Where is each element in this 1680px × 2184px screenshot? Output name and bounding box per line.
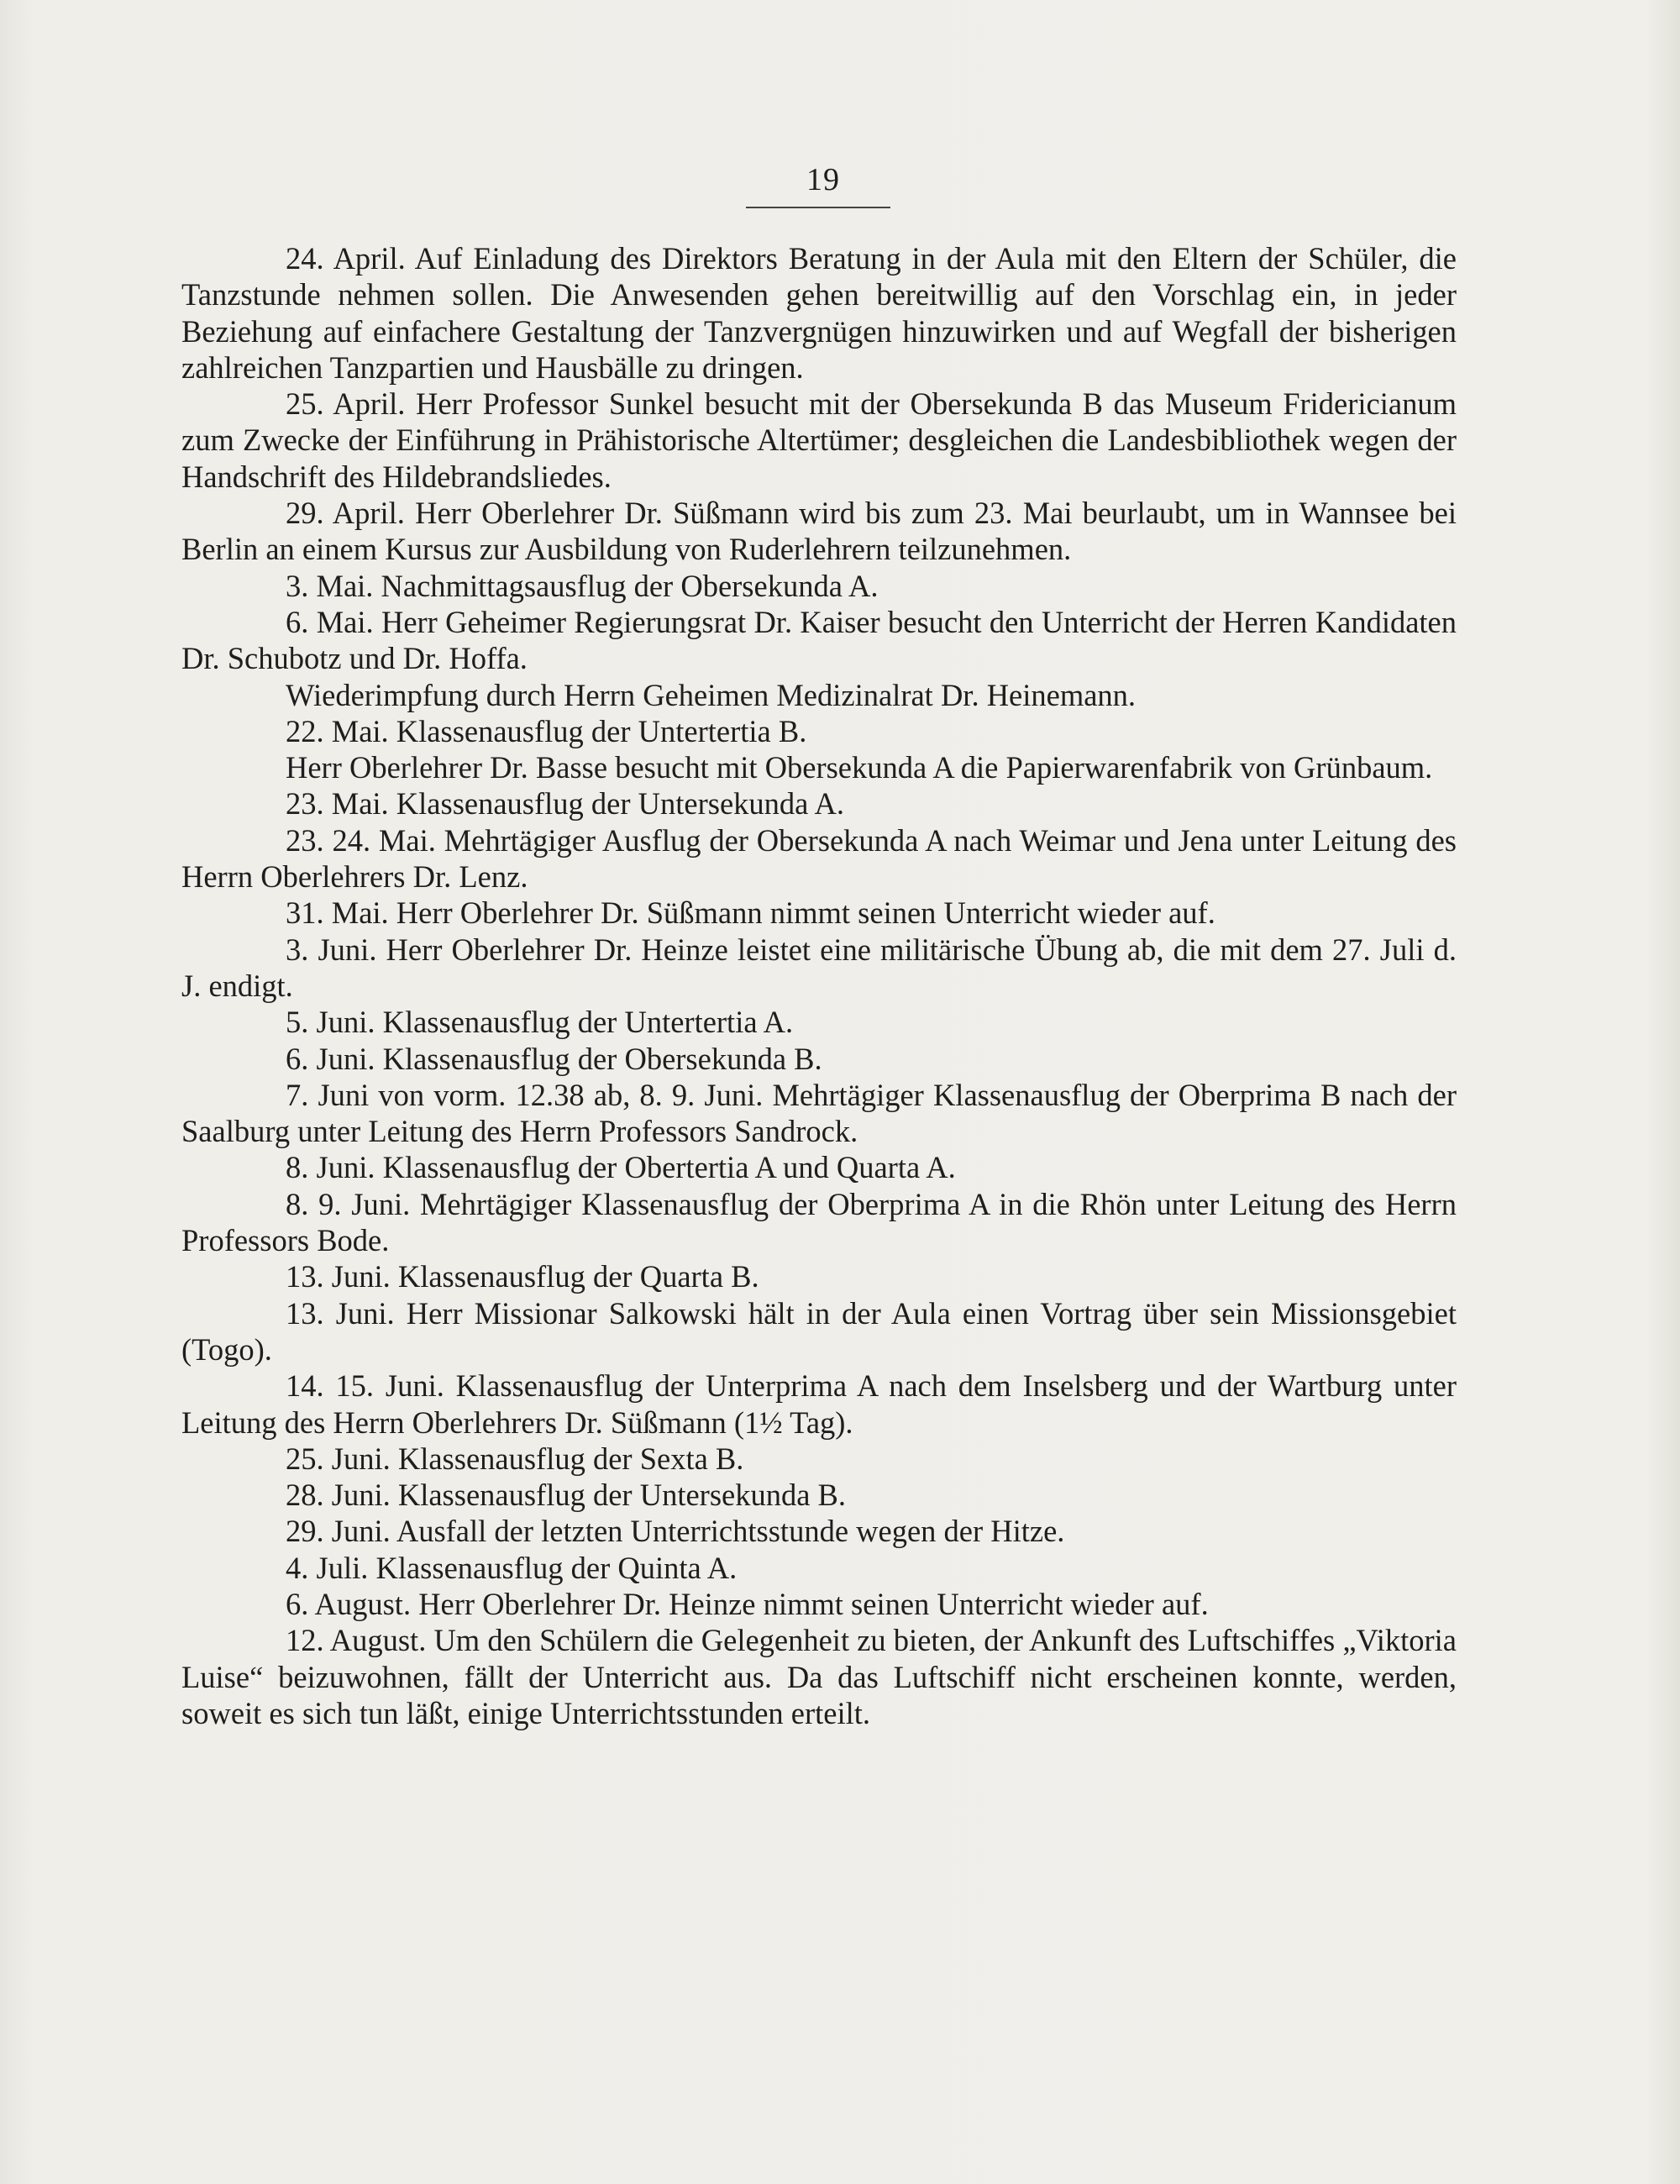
chronicle-entry: 22. Mai. Klassenausflug der Untertertia B. <box>286 713 807 748</box>
chronicle-entry: 29. Juni. Ausfall der letzten Unterrichtsstunde wegen der Hitze. <box>286 1514 1065 1549</box>
chronicle-entry: 23. Mai. Klassenausflug der Untersekunda A. <box>286 786 844 822</box>
chronicle-entry: 7. Juni von vorm. 12.38 ab, 8. 9. Juni. Mehrtägiger Klassenausflug der Oberprima B nach der Saalburg unter Leitung des Herrn Professors Sandrock. <box>181 1077 1457 1149</box>
chronicle-entry: 28. Juni. Klassenausflug der Untersekunda B. <box>286 1478 847 1513</box>
chronicle-entry: 12. August. Um den Schülern die Gelegenheit zu bieten, der Ankunft des Luftschiffes „Viktoria Luise“ beizuwohnen, fällt der Unterricht aus. Da das Luftschiff nicht erscheinen konnte, werden, soweit es sich tun läßt, einige Unterrichtsstunden erteilt. <box>181 1623 1457 1730</box>
chronicle-entry: Herr Oberlehrer Dr. Basse besucht mit Obersekunda A die Papierwarenfabrik von Grünbaum. <box>286 750 1433 785</box>
chronicle-entry: 25. Juni. Klassenausflug der Sexta B. <box>286 1441 744 1476</box>
chronicle-entry: 4. Juli. Klassenausflug der Quinta A. <box>286 1550 738 1585</box>
chronicle-entry: 24. April. Auf Einladung des Direktors Beratung in der Aula mit den Eltern der Schüler, die Tanzstunde nehmen sollen. Die Anwesenden gehen bereitwillig auf den Vorschlag ein, in jeder Beziehung auf einfachere Gestaltung der Tanzvergnügen hinzuwirken und auf Wegfall der bisherigen zahlreichen Tanzpartien und Hausbälle zu dringen. <box>181 241 1457 385</box>
chronicle-entry: 6. Mai. Herr Geheimer Regierungsrat Dr. Kaiser besucht den Unterricht der Herren Kandidaten Dr. Schubotz und Dr. Hoffa. <box>181 604 1457 676</box>
chronicle-entry: Wiederimpfung durch Herrn Geheimen Medizinalrat Dr. Heinemann. <box>286 677 1137 712</box>
chronicle-entry: 13. Juni. Herr Missionar Salkowski hält in der Aula einen Vortrag über sein Missionsgebiet (Togo). <box>181 1295 1457 1367</box>
chronicle-entry: 8. 9. Juni. Mehrtägiger Klassenausflug der Oberprima A in die Rhön unter Leitung des Herrn Professors Bode. <box>181 1186 1457 1258</box>
chronicle-entry: 13. Juni. Klassenausflug der Quarta B. <box>286 1259 759 1294</box>
chronicle-entry: 6. August. Herr Oberlehrer Dr. Heinze nimmt seinen Unterricht wieder auf. <box>286 1586 1209 1621</box>
chronicle-entry: 6. Juni. Klassenausflug der Obersekunda B. <box>286 1041 822 1076</box>
header-rule <box>746 207 890 208</box>
chronicle-entry: 5. Juni. Klassenausflug der Untertertia A. <box>286 1005 794 1040</box>
chronicle-entry: 31. Mai. Herr Oberlehrer Dr. Süßmann nimmt seinen Unterricht wieder auf. <box>286 895 1215 931</box>
page-number: 19 <box>806 162 840 197</box>
chronicle-entry: 29. April. Herr Oberlehrer Dr. Süßmann wird bis zum 23. Mai beurlaubt, um in Wannsee bei Berlin an einem Kursus zur Ausbildung von Ruderlehrern teilzunehmen. <box>181 496 1457 567</box>
chronicle-entry: 14. 15. Juni. Klassenausflug der Unterprima A nach dem Inselsberg und der Wartburg unter Leitung des Herrn Oberlehrers Dr. Süßmann (1½ Tag). <box>181 1368 1457 1440</box>
chronicle-entry: 3. Mai. Nachmittagsausflug der Obersekunda A. <box>286 568 879 603</box>
chronicle-entry: 3. Juni. Herr Oberlehrer Dr. Heinze leistet eine militärische Übung ab, die mit dem 27. Juli d. J. endigt. <box>181 932 1457 1003</box>
chronicle-entry: 8. Juni. Klassenausflug der Obertertia A und Quarta A. <box>286 1150 956 1185</box>
chronicle-entry: 25. April. Herr Professor Sunkel besucht mit der Obersekunda B das Museum Fridericianum zum Zwecke der Einführung in Prähistorische Altertümer; desgleichen die Landesbibliothek wegen der Handschrift des Hildebrandsliedes. <box>181 386 1457 494</box>
chronicle-entry: 23. 24. Mai. Mehrtägiger Ausflug der Obersekunda A nach Weimar und Jena unter Leitung des Herrn Oberlehrers Dr. Lenz. <box>181 822 1457 895</box>
chronicle-text <box>181 240 1457 1731</box>
